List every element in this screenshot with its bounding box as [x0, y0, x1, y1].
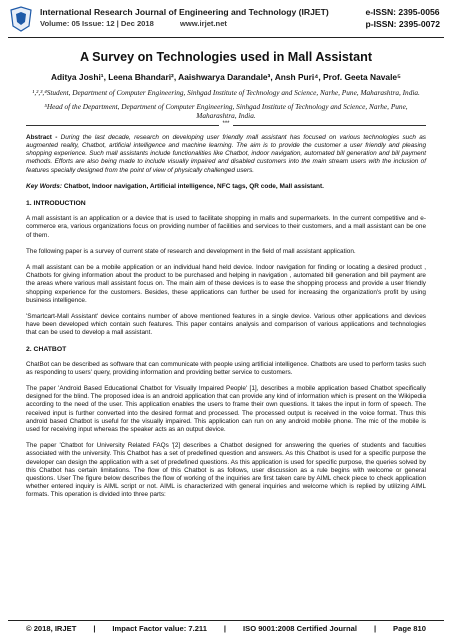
author-list: Aditya Joshi¹, Leena Bhandari², Aaishwarya Darandale³, Ansh Puri⁴, Prof. Geeta Navale⁵: [50, 72, 401, 82]
keywords: [26, 183, 426, 191]
journal-name: International Research Journal of Engineering and Technology (IRJET): [40, 7, 329, 17]
footer-divider: [8, 620, 444, 621]
footer-page-number: Page 810: [393, 624, 426, 633]
footer-sep: |: [223, 624, 227, 633]
journal-website[interactable]: www.irjet.net: [179, 19, 227, 28]
paragraph: A mall assistant can be a mobile application or an individual hand held device. Indoor navigation for finding or locating a desired product , Chatbots for giving information about the product to be purchased and helping in navigation , automated bill generation and bill payment are the areas where various mall assistant focus on. The main aim of these devices is to ease the shopping process and provide a user friendly shopping experience for the customers. Besides, these applications can further be used for increasing the organization's profit by using business intelligence.: [26, 264, 426, 304]
journal-header: [0, 0, 452, 40]
footer-sep: |: [93, 624, 96, 633]
footer-sep: |: [373, 624, 377, 633]
abstract-label: Abstract -: [26, 133, 61, 141]
paragraph: A mall assistant is an application or a device that is used to facilitate shopping in malls and supermarkets. In the current competitive and e-commerce era, various organizations focus on providing number of facilities and services to their customers, and a mall assistant can be one of them.: [26, 215, 426, 239]
abstract-text: During the last decade, research on developing user friendly mall assistant has focused on various technologies such as augmented reality, Chatbot, artificial intelligence and machine learning. The aim is to provide the customer a user friendly and pleasing shopping experience. Such mall assistants include functionalities like Chatbot, indoor navigation, automated bill generation and bill payment methods. Efforts are also being made to include visually impaired and disabled customers into the main stream users with the inclusion of features specially designed from the point of view of physically challenged users.: [26, 133, 427, 174]
paragraph: The paper 'Chatbot for University Related FAQs '[2] describes a Chatbot designed for answering the queries of students and faculties associated with the university. This Chatbot has a set of predefined question and answers. As this Chatbot is used for a specific purpose the developer can design the application with a set of predefined questions. As this application is used for specific purpose, the queries solved by this Chatbot has certain limitations. The flow of this Chatbot is as follows, user discussion as a rule begins with welcome or general questions. User The figure below describes the flow of working of the inquiries are first taken care by AIML check piece to check application whether entered inquiry is AIML script or not. AIML is characterized with general inquiries and welcome which is replied by utilizing AIML formats. This operation is divided into three parts:: [26, 442, 426, 499]
footer-copyright: © 2018, IRJET: [26, 624, 77, 633]
paragraph: The following paper is a survey of current state of research and development in the field of mall assistant application.: [26, 247, 356, 255]
affiliation-hod: ⁵Head of the Department, Department of Computer Engineering, Sinhgad Institute of Technology and Science, Narhe, Pune, Maharashtra, India.: [44, 101, 408, 121]
section-heading-introduction: 1. INTRODUCTION: [26, 200, 86, 208]
eissn: e-ISSN: 2395-0056: [365, 7, 440, 17]
paragraph: 'Smartcart-Mall Assistant' device contains number of above mentioned features in a single device. Various other applications and devices have been developed which contain such features. This paper contains analysis and comparison of various applications and technologies that can be used to develop a mall assistant.: [26, 313, 426, 337]
abstract: [26, 134, 426, 175]
pissn: p-ISSN: 2395-0072: [365, 19, 440, 29]
paragraph: The paper 'Android Based Educational Chatbot for Visually Impaired People' [1], describes a mobile application based Chatbot specifically designed for the blind. The proposed idea is an android application that can provide any kind of information which is present on the Wikipedia according to the need of the user. This application enables the users to frame their own questions. It takes the input in form of speech. The received input is further converted into the desired format and processed. The processed output is received in the voice format. Thus this android based Chatbot is useful for the visually impaired. This application can run on any android mobile phone. The mic of the mobile is used for receiving input whereas the speaker acts as an output device.: [26, 385, 426, 434]
affiliation-students: ¹,²,³,⁴Student, Department of Computer Engineering, Sinhgad Institute of Technology and Science, Narhe, Pune, Maharashtra, India.: [32, 88, 420, 97]
volume-issue: Volume: 05 Issue: 12 | Dec 2018: [40, 19, 154, 28]
separator-stars: ***: [219, 121, 232, 127]
section-heading-chatbot: 2. CHATBOT: [26, 345, 67, 353]
paragraph: ChatBot can be described as software that can communicate with people using artificial intelligence. Chatbots are used to perform tasks such as responding to users' query, providing information and providing better service to customers.: [26, 360, 426, 376]
paper-body: [26, 50, 426, 508]
paper-title: A Survey on Technologies used in Mall Assistant: [79, 50, 373, 64]
irjet-logo-icon: [8, 6, 34, 34]
footer-iso: ISO 9001:2008 Certified Journal: [243, 624, 357, 633]
header-divider: [8, 37, 444, 38]
footer-impact-factor: Impact Factor value: 7.211: [112, 624, 207, 633]
separator: [26, 120, 426, 131]
keywords-label: Key Words:: [26, 182, 64, 190]
page-footer: [26, 624, 426, 633]
keywords-text: Chatbot, Indoor navigation, Artificial intelligence, NFC tags, QR code, Mall assistant.: [63, 182, 324, 190]
